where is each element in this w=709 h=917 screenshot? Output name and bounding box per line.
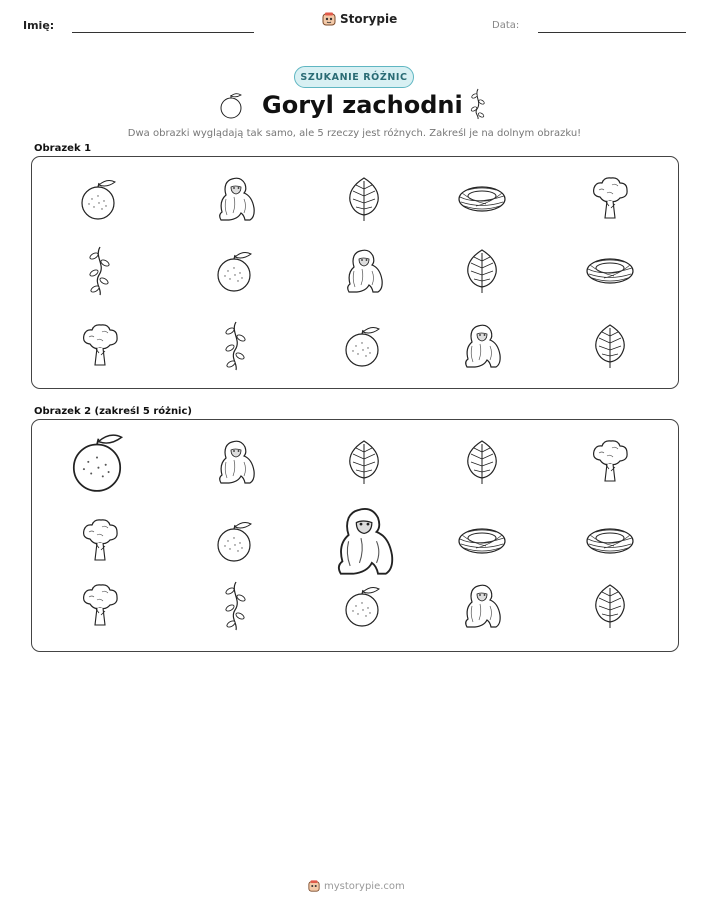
- picture1-orange-icon: [338, 320, 390, 372]
- leaf-icon: [590, 322, 630, 370]
- footer-url: mystorypie.com: [324, 880, 405, 892]
- storypie-logo-icon: [308, 880, 320, 892]
- picture2-label: Obrazek 2 (zakreśl 5 różnic): [34, 406, 192, 417]
- gorilla-icon: [214, 175, 258, 223]
- picture2-nest-icon[interactable]: [456, 515, 508, 567]
- picture1-vine-icon: [210, 320, 262, 372]
- gorilla-icon: [460, 322, 504, 370]
- picture2-tree-icon[interactable]: [584, 436, 636, 488]
- orange-icon: [214, 249, 258, 293]
- name-line[interactable]: [72, 32, 254, 33]
- page-title: Goryl zachodni: [262, 91, 463, 119]
- vine-icon: [224, 320, 248, 372]
- picture2-tree-icon[interactable]: [74, 580, 126, 632]
- storypie-logo-icon: [322, 12, 336, 26]
- nest-icon: [456, 523, 508, 559]
- nest-icon: [584, 523, 636, 559]
- gorilla-icon: [342, 247, 386, 295]
- gorilla-icon: [214, 438, 258, 486]
- vine-icon: [88, 245, 112, 297]
- nest-icon: [456, 181, 508, 217]
- orange-icon: [219, 91, 245, 121]
- picture1-tree-icon: [584, 173, 636, 225]
- brand-name: Storypie: [340, 12, 398, 26]
- leaf-icon: [344, 438, 384, 486]
- picture2-gorilla-icon[interactable]: [456, 580, 508, 632]
- tree-icon: [78, 322, 122, 370]
- orange-icon: [214, 519, 258, 563]
- vine-icon: [470, 88, 486, 120]
- date-label: Data:: [492, 20, 520, 31]
- leaf-icon: [344, 175, 384, 223]
- picture2-orange-icon[interactable]: [338, 580, 390, 632]
- orange-icon: [342, 324, 386, 368]
- gorilla-icon: [460, 582, 504, 630]
- picture2-leaf-icon[interactable]: [338, 436, 390, 488]
- orange-icon: [342, 584, 386, 628]
- picture1-gorilla-icon: [338, 245, 390, 297]
- date-line[interactable]: [538, 32, 686, 33]
- tree-icon: [78, 517, 122, 565]
- tree-icon: [78, 582, 122, 630]
- picture2-vine-icon[interactable]: [210, 580, 262, 632]
- leaf-icon: [590, 582, 630, 630]
- picture1-leaf-icon: [584, 320, 636, 372]
- picture2-gorilla-icon[interactable]: [210, 436, 262, 488]
- gorilla-icon: [330, 504, 398, 578]
- tree-icon: [588, 438, 632, 486]
- activity-badge: SZUKANIE RÓŻNIC: [294, 66, 414, 88]
- picture2-leaf-icon[interactable]: [584, 580, 636, 632]
- picture1-nest-icon: [584, 245, 636, 297]
- picture1-orange-icon: [210, 245, 262, 297]
- picture1-gorilla-icon: [456, 320, 508, 372]
- picture1-orange-icon: [74, 173, 126, 225]
- instructions: Dwa obrazki wyglądają tak samo, ale 5 rzeczy jest różnych. Zakreśl je na dolnym obrazku!: [127, 128, 582, 139]
- picture1-vine-icon: [74, 245, 126, 297]
- orange-icon: [68, 430, 132, 494]
- leaf-icon: [462, 247, 502, 295]
- orange-icon: [78, 177, 122, 221]
- picture1-nest-icon: [456, 173, 508, 225]
- leaf-icon: [462, 438, 502, 486]
- name-label: Imię:: [23, 19, 55, 32]
- picture1-leaf-icon: [456, 245, 508, 297]
- picture1-tree-icon: [74, 320, 126, 372]
- footer: [308, 880, 405, 892]
- picture1-leaf-icon: [338, 173, 390, 225]
- vine-icon: [224, 580, 248, 632]
- picture1-label: Obrazek 1: [34, 143, 92, 154]
- picture2-gorilla-icon[interactable]: [324, 501, 405, 582]
- picture2-nest-icon[interactable]: [584, 515, 636, 567]
- picture2-orange-icon[interactable]: [62, 424, 137, 499]
- picture2-tree-icon[interactable]: [74, 515, 126, 567]
- picture1-gorilla-icon: [210, 173, 262, 225]
- picture2-orange-icon[interactable]: [210, 515, 262, 567]
- tree-icon: [588, 175, 632, 223]
- picture2-leaf-icon[interactable]: [456, 436, 508, 488]
- nest-icon: [584, 253, 636, 289]
- brand: [322, 12, 397, 26]
